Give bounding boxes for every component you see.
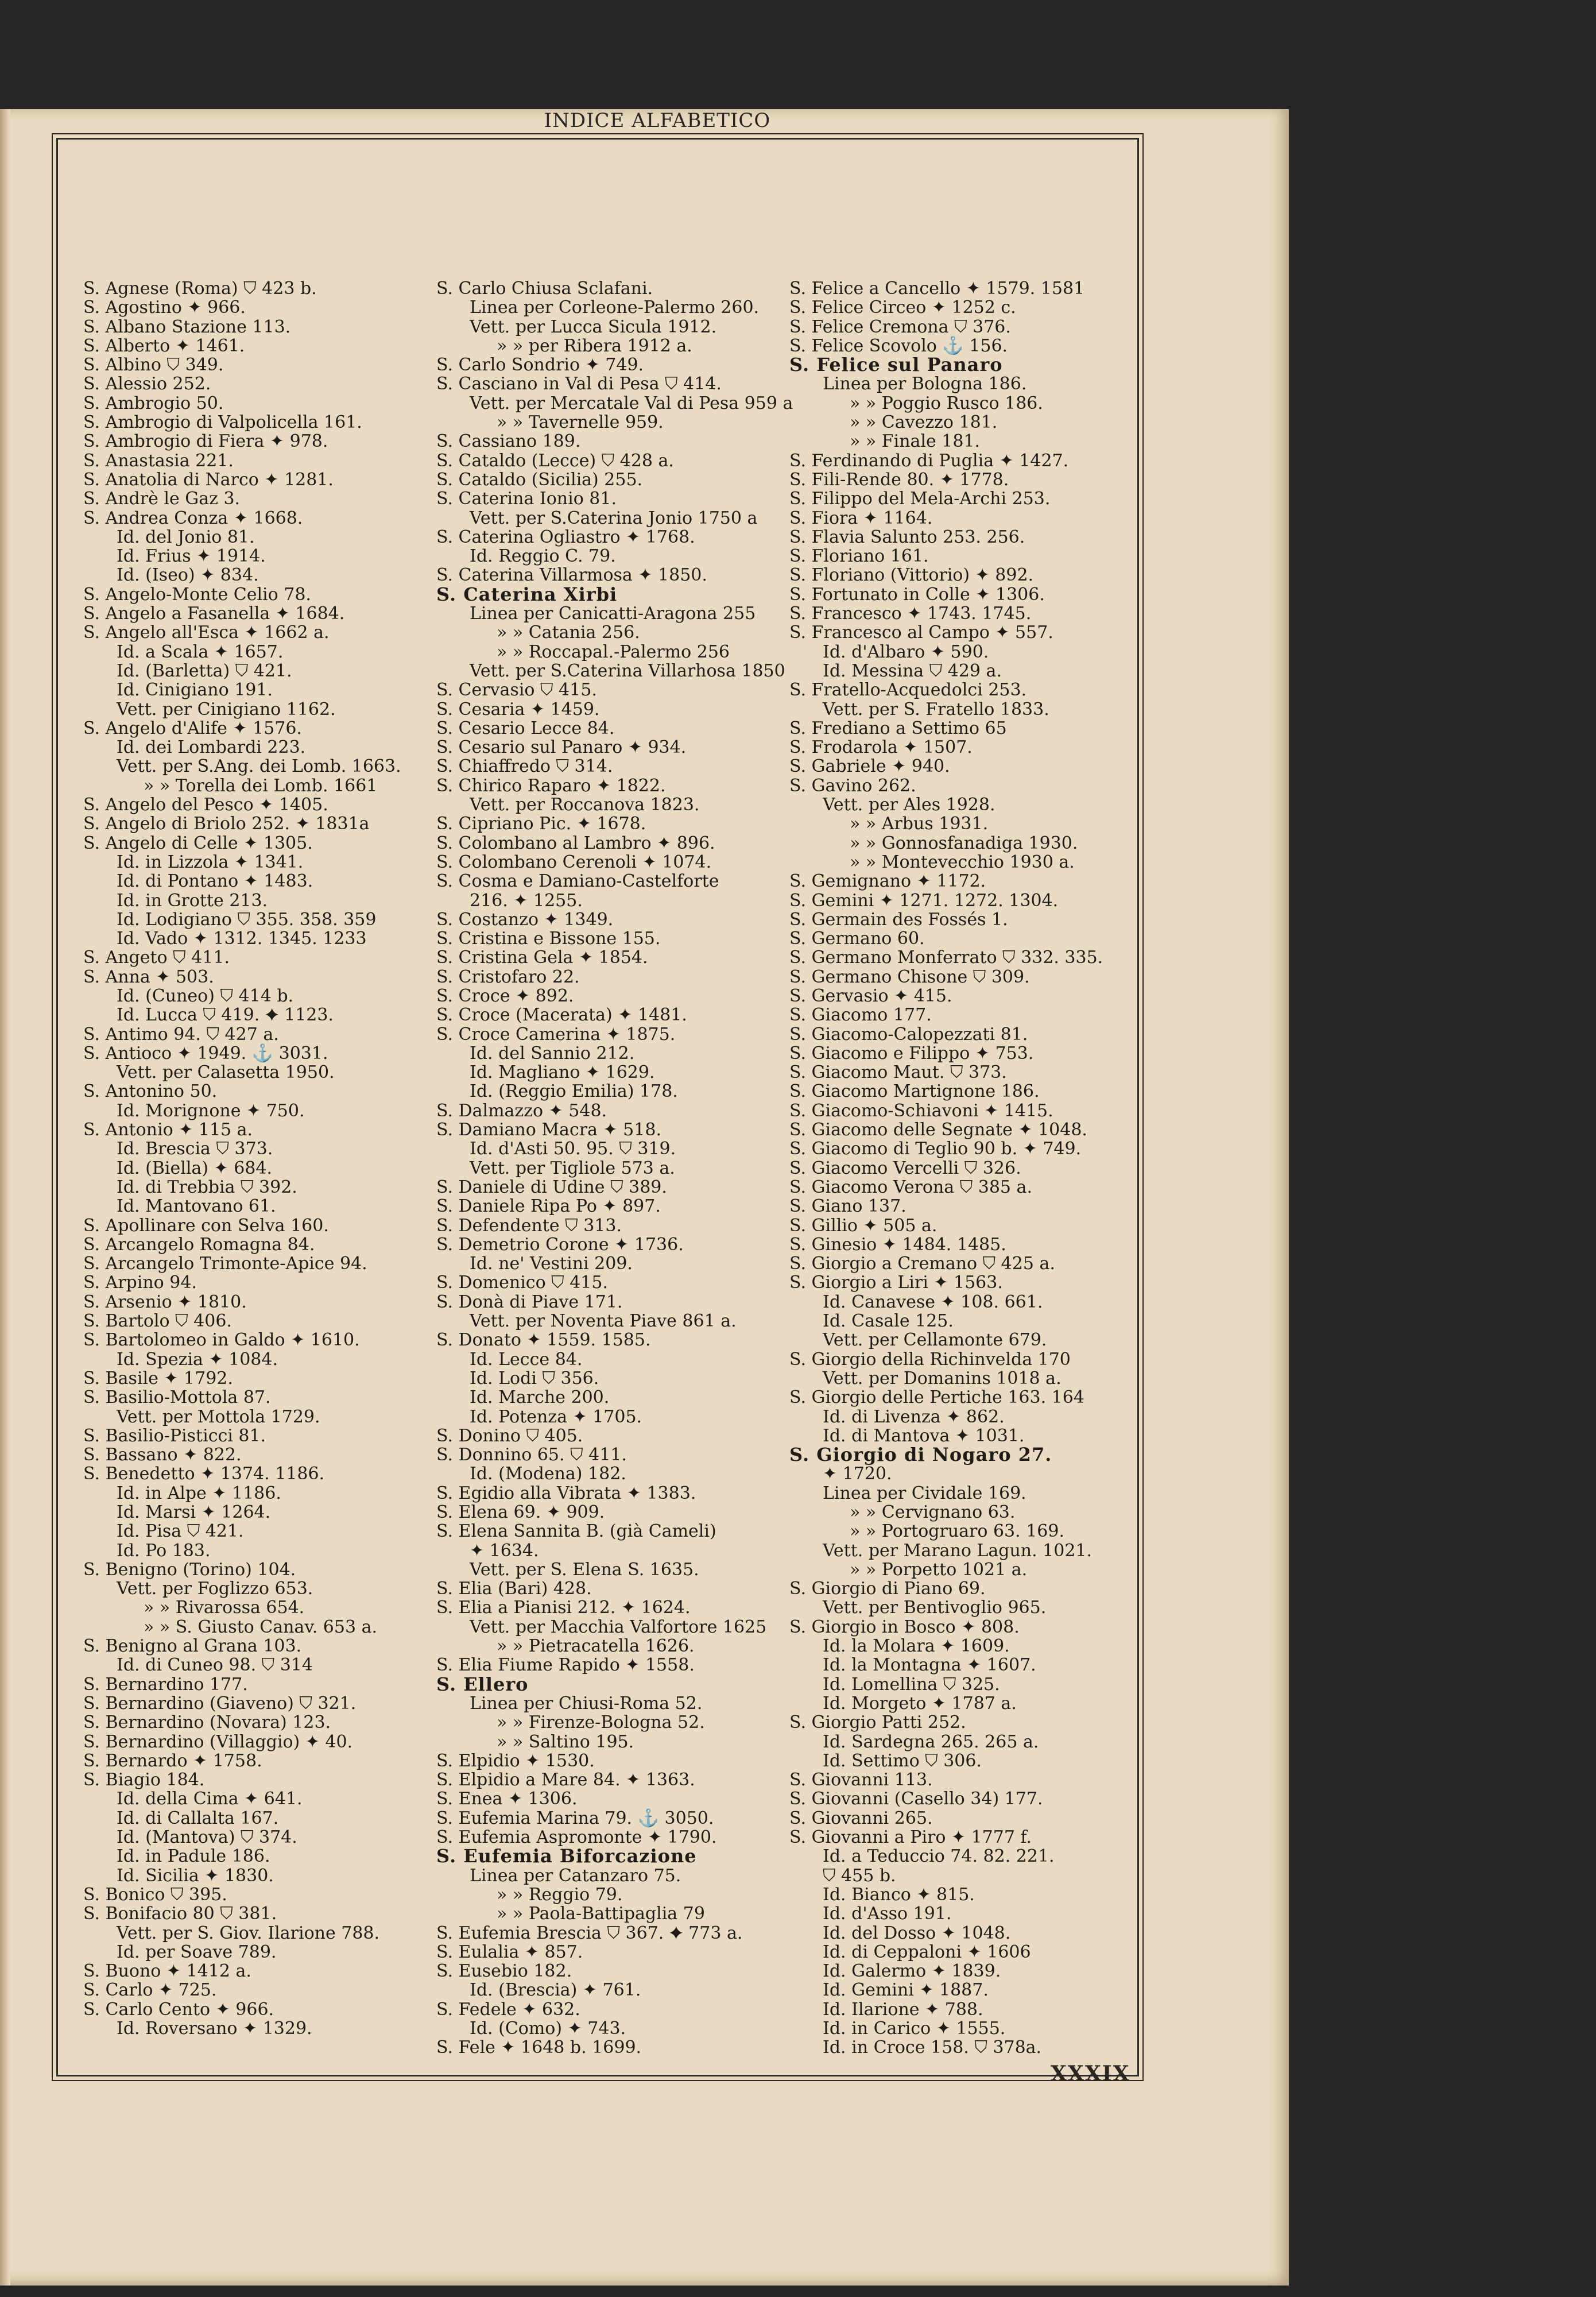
index-entry: Id. d'Asti 50. 95. ⛉ 319. [470, 1139, 676, 1159]
index-entry: Id. in Lizzola ✦ 1341. [117, 852, 304, 872]
index-entry: S. Francesco ✦ 1743. 1745. [789, 604, 1032, 624]
index-entry: Id. a Scala ✦ 1657. [117, 641, 284, 662]
index-entry: S. Antioco ✦ 1949. ⚓ 3031. [83, 1043, 328, 1064]
index-entry: S. Ginesio ✦ 1484. 1485. [789, 1234, 1006, 1255]
index-entry: » » Saltino 195. [497, 1731, 634, 1752]
index-entry: Id. Lucca ⛉ 419. ✦ 1123. [117, 1005, 334, 1026]
index-entry: S. Buono ✦ 1412 a. [83, 1961, 251, 1982]
index-entry: S. Angelo a Fasanella ✦ 1684. [83, 604, 345, 624]
index-entry: Id. Bianco ✦ 815. [823, 1884, 975, 1905]
index-entry: S. Floriano (Vittorio) ✦ 892. [789, 565, 1034, 586]
index-entry: Id. Marche 200. [470, 1387, 610, 1408]
index-entry: S. Cervasio ⛉ 415. [436, 680, 597, 701]
index-entry: Id. di Ceppaloni ✦ 1606 [823, 1942, 1031, 1962]
index-entry: Id. Mantovano 61. [117, 1196, 276, 1217]
index-entry: Id. (Biella) ✦ 684. [117, 1158, 273, 1178]
index-entry: » » Porpetto 1021 a. [850, 1559, 1028, 1580]
index-entry: S. Flavia Salunto 253. 256. [789, 527, 1025, 547]
index-entry: S. Anna ✦ 503. [83, 966, 214, 987]
index-entry: S. Agnese (Roma) ⛉ 423 b. [83, 279, 317, 299]
index-entry: S. Cristina Gela ✦ 1854. [436, 948, 648, 968]
index-entry: S. Bernardino 177. [83, 1674, 248, 1695]
index-entry: S. Caterina Xirbi [436, 583, 618, 605]
index-entry: » » Portogruaro 63. 169. [850, 1521, 1065, 1542]
index-entry: Id. (Cuneo) ⛉ 414 b. [117, 985, 294, 1006]
index-entry: S. Chiaffredo ⛉ 314. [436, 756, 613, 777]
index-entry: » » Gonnosfanadiga 1930. [850, 833, 1078, 853]
index-entry: S. Frediano a Settimo 65 [789, 718, 1007, 738]
index-entry: » » Finale 181. [850, 431, 981, 452]
index-entry: S. Egidio alla Vibrata ✦ 1383. [436, 1483, 696, 1503]
index-entry: Id. di Mantova ✦ 1031. [823, 1425, 1025, 1446]
index-entry: S. Gemignano ✦ 1172. [789, 871, 986, 892]
index-entry: S. Anastasia 221. [83, 450, 234, 471]
index-entry: S. Cesario Lecce 84. [436, 718, 615, 738]
index-entry: S. Caterina Ionio 81. [436, 489, 617, 509]
index-entry: » » Torella dei Lomb. 1661 [144, 775, 378, 796]
index-entry: S. Angelo del Pesco ✦ 1405. [83, 795, 328, 815]
index-entry: S. Elpidio ✦ 1530. [436, 1750, 595, 1771]
index-entry: Vett. per Ales 1928. [823, 795, 995, 815]
index-entry: Vett. per Roccanova 1823. [470, 795, 700, 815]
index-entry: S. Gillio ✦ 505 a. [789, 1215, 938, 1236]
index-entry: Id. ne' Vestini 209. [470, 1254, 633, 1274]
page-number: XXXIX [1051, 2062, 1130, 2086]
index-entry: Id. di Cuneo 98. ⛉ 314 [117, 1655, 313, 1676]
index-entry: S. Angelo all'Esca ✦ 1662 a. [83, 622, 330, 643]
index-entry: S. Benigno al Grana 103. [83, 1636, 302, 1657]
index-entry: S. Donino ⛉ 405. [436, 1425, 583, 1446]
index-entry: S. Croce (Macerata) ✦ 1481. [436, 1005, 687, 1026]
page-header: INDICE ALFABETICO [544, 109, 771, 132]
index-entry: S. Eufemia Marina 79. ⚓ 3050. [436, 1808, 714, 1828]
index-entry: S. Angelo d'Alife ✦ 1576. [83, 718, 302, 738]
index-entry: » » Rivarossa 654. [144, 1598, 305, 1618]
index-entry: » » Pietracatella 1626. [497, 1636, 695, 1657]
index-entry: » » S. Giusto Canav. 653 a. [144, 1617, 377, 1637]
index-entry: S. Ellero [436, 1673, 529, 1695]
index-entry: S. Colombano al Lambro ✦ 896. [436, 833, 715, 853]
index-column-2 [436, 279, 793, 2058]
index-entry: S. Giorgio di Piano 69. [789, 1579, 986, 1599]
index-entry: S. Gabriele ✦ 940. [789, 756, 950, 777]
index-entry: S. Casciano in Val di Pesa ⛉ 414. [436, 374, 722, 395]
index-entry: Id. (Como) ✦ 743. [470, 2018, 626, 2039]
index-entry: S. Elpidio a Mare 84. ✦ 1363. [436, 1770, 695, 1791]
index-entry: S. Fratello-Acquedolci 253. [789, 680, 1027, 701]
index-entry: Id. Pisa ⛉ 421. [117, 1521, 244, 1542]
index-entry: S. Ambrogio di Valpolicella 161. [83, 412, 362, 433]
index-entry: Vett. per S.Caterina Jonio 1750 a [470, 508, 758, 528]
index-entry: S. Cosma e Damiano-Castelforte [436, 871, 719, 892]
index-entry: S. Albano Stazione 113. [83, 316, 291, 337]
index-entry: S. Alberto ✦ 1461. [83, 335, 245, 356]
index-entry: S. Bernardo ✦ 1758. [83, 1750, 262, 1771]
index-entry: S. Eufemia Biforcazione [436, 1845, 697, 1867]
index-entry: S. Giovanni a Piro ✦ 1777 f. [789, 1827, 1032, 1848]
index-entry: Vett. per Marano Lagun. 1021. [823, 1540, 1093, 1561]
index-entry: Id. Canavese ✦ 108. 661. [823, 1291, 1043, 1312]
index-entry: S. Giorgio a Liri ✦ 1563. [789, 1273, 1003, 1293]
index-entry: S. Costanzo ✦ 1349. [436, 909, 614, 930]
index-entry: Vett. per Mottola 1729. [117, 1406, 320, 1427]
index-entry: S. Germano Chisone ⛉ 309. [789, 966, 1030, 987]
index-entry: Id. Roversano ✦ 1329. [117, 2018, 312, 2039]
index-entry: » » Tavernelle 959. [497, 412, 664, 433]
index-entry: S. Andrè le Gaz 3. [83, 489, 241, 509]
index-entry: Id. (Modena) 182. [470, 1464, 626, 1484]
index-entry: Linea per Chiusi-Roma 52. [470, 1693, 703, 1714]
index-entry: S. Cristofaro 22. [436, 966, 580, 987]
index-entry: S. Giorgio a Cremano ⛉ 425 a. [789, 1254, 1055, 1274]
index-entry: S. Eulalia ✦ 857. [436, 1942, 583, 1962]
index-entry: S. Carlo Sondrio ✦ 749. [436, 355, 644, 376]
index-entry: S. Bonico ⛉ 395. [83, 1884, 227, 1905]
index-entry: S. Cataldo (Sicilia) 255. [436, 469, 643, 490]
index-entry: S. Benigno (Torino) 104. [83, 1559, 296, 1580]
index-entry: » » Arbus 1931. [850, 814, 989, 834]
index-entry: S. Elena 69. ✦ 909. [436, 1502, 605, 1522]
index-entry: » » Paola-Battipaglia 79 [497, 1904, 705, 1924]
index-entry: S. Agostino ✦ 966. [83, 297, 246, 318]
index-entry: S. Daniele Ripa Po ✦ 897. [436, 1196, 661, 1217]
index-entry: Id. in Padule 186. [117, 1846, 270, 1867]
index-entry: S. Elia a Pianisi 212. ✦ 1624. [436, 1598, 691, 1618]
index-entry: S. Giorgio della Richinvelda 170 [789, 1349, 1071, 1370]
index-entry: Id. Morgeto ✦ 1787 a. [823, 1693, 1017, 1714]
index-entry: S. Bernardino (Novara) 123. [83, 1712, 331, 1733]
index-entry: Id. in Croce 158. ⛉ 378a. [823, 2037, 1042, 2058]
index-entry: S. Elia (Bari) 428. [436, 1579, 592, 1599]
index-entry: Id. Lomellina ⛉ 325. [823, 1674, 1000, 1695]
index-entry: S. Germano Monferrato ⛉ 332. 335. [789, 948, 1103, 968]
index-entry: Id. Messina ⛉ 429 a. [823, 660, 1002, 681]
index-entry: S. Fiora ✦ 1164. [789, 508, 933, 528]
index-entry: S. Arcangelo Trimonte-Apice 94. [83, 1254, 367, 1274]
index-entry: » » Catania 256. [497, 622, 640, 643]
index-entry: S. Elena Sannita B. (già Cameli) [436, 1521, 716, 1542]
index-entry: S. Bonifacio 80 ⛉ 381. [83, 1904, 277, 1924]
index-entry: 216. ✦ 1255. [470, 890, 583, 911]
index-entry: Linea per Catanzaro 75. [470, 1865, 681, 1886]
index-entry: S. Damiano Macra ✦ 518. [436, 1120, 661, 1140]
index-entry: Id. Spezia ✦ 1084. [117, 1349, 278, 1370]
index-entry: Linea per Canicatti-Aragona 255 [470, 604, 756, 624]
index-entry: Id. del Dosso ✦ 1048. [823, 1923, 1011, 1943]
index-entry: Id. di Callalta 167. [117, 1808, 279, 1828]
index-entry: S. Donnino 65. ⛉ 411. [436, 1445, 627, 1465]
index-entry: S. Bernardino (Villaggio) ✦ 40. [83, 1731, 353, 1752]
index-entry: » » Montevecchio 1930 a. [850, 852, 1075, 872]
index-entry: ✦ 1634. [470, 1540, 539, 1561]
index-entry: S. Basilio-Mottola 87. [83, 1387, 271, 1408]
index-entry: Vett. per Cinigiano 1162. [117, 699, 336, 720]
index-entry: Id. Magliano ✦ 1629. [470, 1062, 655, 1083]
index-entry: S. Andrea Conza ✦ 1668. [83, 508, 303, 528]
index-entry: Id. di Livenza ✦ 862. [823, 1406, 1005, 1427]
index-entry: Vett. per Noventa Piave 861 a. [470, 1311, 737, 1332]
index-entry: S. Apollinare con Selva 160. [83, 1215, 329, 1236]
index-entry: S. Francesco al Campo ✦ 557. [789, 622, 1053, 643]
index-entry: S. Gavino 262. [789, 775, 916, 796]
index-entry: S. Giacomo Verona ⛉ 385 a. [789, 1177, 1032, 1197]
index-entry: Vett. per Cellamonte 679. [823, 1330, 1047, 1351]
index-entry: S. Giacomo e Filippo ✦ 753. [789, 1043, 1034, 1064]
index-entry: S. Felice Scovolo ⚓ 156. [789, 335, 1008, 356]
index-entry: S. Giorgio delle Pertiche 163. 164 [789, 1387, 1084, 1408]
index-column-3 [789, 279, 1128, 2058]
index-entry: Id. la Montagna ✦ 1607. [823, 1655, 1036, 1676]
index-entry: Id. Casale 125. [823, 1311, 954, 1332]
index-entry: Id. Potenza ✦ 1705. [470, 1406, 642, 1427]
index-entry: Vett. per Lucca Sicula 1912. [470, 316, 717, 337]
index-entry: S. Eufemia Aspromonte ✦ 1790. [436, 1827, 717, 1848]
index-entry: ⛉ 455 b. [823, 1865, 896, 1886]
index-entry: S. Giacomo di Teglio 90 b. ✦ 749. [789, 1139, 1082, 1159]
index-entry: S. Basilio-Pisticci 81. [83, 1425, 266, 1446]
index-entry: » » Reggio 79. [497, 1884, 623, 1905]
index-entry: Id. Brescia ⛉ 373. [117, 1139, 273, 1159]
index-entry: S. Giovanni (Casello 34) 177. [789, 1789, 1043, 1809]
index-entry: S. Alessio 252. [83, 374, 211, 395]
index-entry: S. Ambrogio di Fiera ✦ 978. [83, 431, 328, 452]
index-entry: S. Carlo Chiusa Sclafani. [436, 279, 653, 299]
index-entry: S. Gemini ✦ 1271. 1272. 1304. [789, 890, 1059, 911]
index-entry: S. Carlo ✦ 725. [83, 1980, 217, 2001]
index-entry: Vett. per S. Fratello 1833. [823, 699, 1049, 720]
index-entry: Id. Gemini ✦ 1887. [823, 1980, 989, 2001]
index-entry: S. Cassiano 189. [436, 431, 581, 452]
index-entry: Id. Po 183. [117, 1540, 211, 1561]
index-entry: Vett. per Bentivoglio 965. [823, 1598, 1047, 1618]
index-entry: S. Filippo del Mela-Archi 253. [789, 489, 1051, 509]
index-entry: S. Germano 60. [789, 929, 925, 949]
index-entry: Id. in Grotte 213. [117, 890, 268, 911]
index-entry: Vett. per Mercatale Val di Pesa 959 a [470, 393, 793, 413]
index-entry: Id. Reggio C. 79. [470, 546, 616, 567]
index-entry: S. Giacomo Martignone 186. [789, 1081, 1040, 1102]
index-entry: Id. del Jonio 81. [117, 527, 255, 547]
index-entry: Id. la Molara ✦ 1609. [823, 1636, 1010, 1657]
index-entry: S. Angelo-Monte Celio 78. [83, 584, 311, 605]
index-entry: ✦ 1720. [823, 1464, 892, 1484]
index-entry: S. Giacomo Vercelli ⛉ 326. [789, 1158, 1021, 1178]
index-entry: S. Caterina Villarmosa ✦ 1850. [436, 565, 707, 586]
index-entry: S. Daniele di Udine ⛉ 389. [436, 1177, 667, 1197]
index-entry: S. Defendente ⛉ 313. [436, 1215, 622, 1236]
index-entry: S. Floriano 161. [789, 546, 929, 567]
index-entry: Id. Cinigiano 191. [117, 680, 273, 701]
index-entry: S. Fili-Rende 80. ✦ 1778. [789, 469, 1009, 490]
index-entry: S. Angelo di Briolo 252. ✦ 1831a [83, 814, 370, 834]
index-entry: S. Bassano ✦ 822. [83, 1445, 242, 1465]
index-entry: S. Frodarola ✦ 1507. [789, 737, 973, 758]
index-entry: S. Giacomo 177. [789, 1005, 932, 1026]
index-entry: S. Bernardino (Giaveno) ⛉ 321. [83, 1693, 357, 1714]
index-entry: S. Anatolia di Narco ✦ 1281. [83, 469, 334, 490]
index-entry: S. Giano 137. [789, 1196, 907, 1217]
index-entry: Linea per Corleone-Palermo 260. [470, 297, 760, 318]
index-entry: S. Domenico ⛉ 415. [436, 1273, 609, 1293]
index-entry: S. Giorgio in Bosco ✦ 808. [789, 1617, 1020, 1637]
index-entry: Vett. per Tigliole 573 a. [470, 1158, 675, 1178]
index-entry: S. Antimo 94. ⛉ 427 a. [83, 1024, 279, 1045]
index-column-1 [83, 279, 422, 2038]
index-entry: S. Enea ✦ 1306. [436, 1789, 578, 1809]
index-entry: Id. in Alpe ✦ 1186. [117, 1483, 281, 1503]
index-entry: Id. di Pontano ✦ 1483. [117, 871, 313, 892]
index-entry: » » Poggio Rusco 186. [850, 393, 1043, 413]
index-entry: S. Demetrio Corone ✦ 1736. [436, 1234, 684, 1255]
index-entry: S. Angelo di Celle ✦ 1305. [83, 833, 313, 853]
index-entry: S. Cesaria ✦ 1459. [436, 699, 600, 720]
index-entry: Id. Marsi ✦ 1264. [117, 1502, 271, 1522]
index-entry: Id. d'Albaro ✦ 590. [823, 641, 989, 662]
index-entry: S. Arcangelo Romagna 84. [83, 1234, 315, 1255]
index-entry: Id. in Carico ✦ 1555. [823, 2018, 1006, 2039]
index-entry: S. Elia Fiume Rapido ✦ 1558. [436, 1655, 695, 1676]
index-entry: S. Croce Camerina ✦ 1875. [436, 1024, 676, 1045]
index-entry: S. Giacomo Maut. ⛉ 373. [789, 1062, 1007, 1083]
index-entry: S. Giacomo-Calopezzati 81. [789, 1024, 1028, 1045]
index-entry: Vett. per Calasetta 1950. [117, 1062, 335, 1083]
index-entry: S. Fortunato in Colle ✦ 1306. [789, 584, 1045, 605]
index-entry: » » Cavezzo 181. [850, 412, 998, 433]
index-entry: S. Felice Circeo ✦ 1252 c. [789, 297, 1016, 318]
index-entry: S. Cesario sul Panaro ✦ 934. [436, 737, 687, 758]
index-entry: Vett. per S. Elena S. 1635. [470, 1559, 699, 1580]
index-entry: S. Dalmazzo ✦ 548. [436, 1100, 607, 1121]
index-entry: Id. del Sannio 212. [470, 1043, 635, 1064]
index-entry: S. Giorgio di Nogaro 27. [789, 1444, 1052, 1466]
index-entry: S. Cristina e Bissone 155. [436, 929, 661, 949]
index-entry: S. Felice a Cancello ✦ 1579. 1581 [789, 279, 1085, 299]
index-entry: Id. per Soave 789. [117, 1942, 277, 1962]
index-entry: S. Cataldo (Lecce) ⛉ 428 a. [436, 450, 674, 471]
index-entry: Id. Sicilia ✦ 1830. [117, 1865, 274, 1886]
index-entry: Id. della Cima ✦ 641. [117, 1789, 303, 1809]
index-entry: Id. Ilarione ✦ 788. [823, 1999, 983, 2020]
index-entry: S. Ferdinando di Puglia ✦ 1427. [789, 450, 1069, 471]
index-entry: Id. Vado ✦ 1312. 1345. 1233 [117, 929, 367, 949]
index-entry: S. Eufemia Brescia ⛉ 367. ✦ 773 a. [436, 1923, 743, 1943]
index-entry: S. Donà di Piave 171. [436, 1291, 623, 1312]
index-entry: Id. Morignone ✦ 750. [117, 1100, 305, 1121]
index-entry: S. Benedetto ✦ 1374. 1186. [83, 1464, 325, 1484]
index-entry: Id. (Reggio Emilia) 178. [470, 1081, 678, 1102]
index-entry: Vett. per Macchia Valfortore 1625 [470, 1617, 767, 1637]
index-entry: Id. di Trebbia ⛉ 392. [117, 1177, 297, 1197]
index-entry: S. Antonio ✦ 115 a. [83, 1120, 253, 1140]
index-entry: S. Croce ✦ 892. [436, 985, 574, 1006]
index-entry: Id. Galermo ✦ 1839. [823, 1961, 1001, 1982]
index-entry: » » Roccapal.-Palermo 256 [497, 641, 730, 662]
index-entry: S. Gervasio ✦ 415. [789, 985, 952, 1006]
index-entry: Id. (Mantova) ⛉ 374. [117, 1827, 297, 1848]
index-entry: Id. d'Asso 191. [823, 1904, 952, 1924]
index-entry: S. Giorgio Patti 252. [789, 1712, 966, 1733]
index-entry: S. Biagio 184. [83, 1770, 205, 1791]
index-entry: » » Firenze-Bologna 52. [497, 1712, 705, 1733]
index-entry: S. Giacomo delle Segnate ✦ 1048. [789, 1120, 1087, 1140]
index-entry: Vett. per S.Ang. dei Lomb. 1663. [117, 756, 401, 777]
index-entry: » » per Ribera 1912 a. [497, 335, 692, 356]
index-entry: S. Ambrogio 50. [83, 393, 224, 413]
index-entry: S. Fele ✦ 1648 b. 1699. [436, 2037, 642, 2058]
index-entry: Vett. per Foglizzo 653. [117, 1579, 313, 1599]
index-entry: » » Cervignano 63. [850, 1502, 1016, 1522]
index-entry: Id. Frius ✦ 1914. [117, 546, 266, 567]
index-entry: S. Bartolo ⛉ 406. [83, 1311, 232, 1332]
index-entry: S. Antonino 50. [83, 1081, 218, 1102]
index-entry: Vett. per S. Giov. Ilarione 788. [117, 1923, 380, 1943]
index-entry: S. Colombano Cerenoli ✦ 1074. [436, 852, 712, 872]
index-entry: S. Giacomo-Schiavoni ✦ 1415. [789, 1100, 1053, 1121]
index-entry: S. Bartolomeo in Galdo ✦ 1610. [83, 1330, 360, 1351]
index-entry: S. Donato ✦ 1559. 1585. [436, 1330, 651, 1351]
index-entry: Id. dei Lombardi 223. [117, 737, 306, 758]
index-entry: S. Giovanni 113. [789, 1770, 933, 1791]
index-entry: Linea per Bologna 186. [823, 374, 1027, 395]
index-entry: S. Eusebio 182. [436, 1961, 572, 1982]
index-entry: S. Felice sul Panaro [789, 354, 1003, 376]
index-entry: S. Arsenio ✦ 1810. [83, 1291, 247, 1312]
index-entry: Id. Lecce 84. [470, 1349, 583, 1370]
index-entry: Id. Settimo ⛉ 306. [823, 1750, 982, 1771]
index-entry: Id. a Teduccio 74. 82. 221. [823, 1846, 1055, 1867]
index-entry: S. Angeto ⛉ 411. [83, 948, 230, 968]
index-entry: S. Carlo Cento ✦ 966. [83, 1999, 274, 2020]
index-entry: Id. Sardegna 265. 265 a. [823, 1731, 1039, 1752]
index-entry: S. Albino ⛉ 349. [83, 355, 224, 376]
index-entry: Id. (Iseo) ✦ 834. [117, 565, 259, 586]
index-entry: Id. Lodigiano ⛉ 355. 358. 359 [117, 909, 377, 930]
index-entry: S. Fedele ✦ 632. [436, 1999, 580, 2020]
index-entry: S. Chirico Raparo ✦ 1822. [436, 775, 666, 796]
index-entry: Linea per Cividale 169. [823, 1483, 1026, 1503]
index-entry: Id. Lodi ⛉ 356. [470, 1368, 599, 1389]
index-entry: S. Cipriano Pic. ✦ 1678. [436, 814, 646, 834]
index-entry: S. Germain des Fossés 1. [789, 909, 1008, 930]
index-entry: S. Basile ✦ 1792. [83, 1368, 233, 1389]
index-entry: Id. (Barletta) ⛉ 421. [117, 660, 292, 681]
index-entry: S. Felice Cremona ⛉ 376. [789, 316, 1011, 337]
index-entry: Id. (Brescia) ✦ 761. [470, 1980, 641, 2001]
index-entry: S. Caterina Ogliastro ✦ 1768. [436, 527, 695, 547]
index-entry: Vett. per S.Caterina Villarhosa 1850 [470, 660, 785, 681]
index-entry: S. Arpino 94. [83, 1273, 197, 1293]
index-entry: Vett. per Domanins 1018 a. [823, 1368, 1062, 1389]
index-entry: S. Giovanni 265. [789, 1808, 933, 1828]
